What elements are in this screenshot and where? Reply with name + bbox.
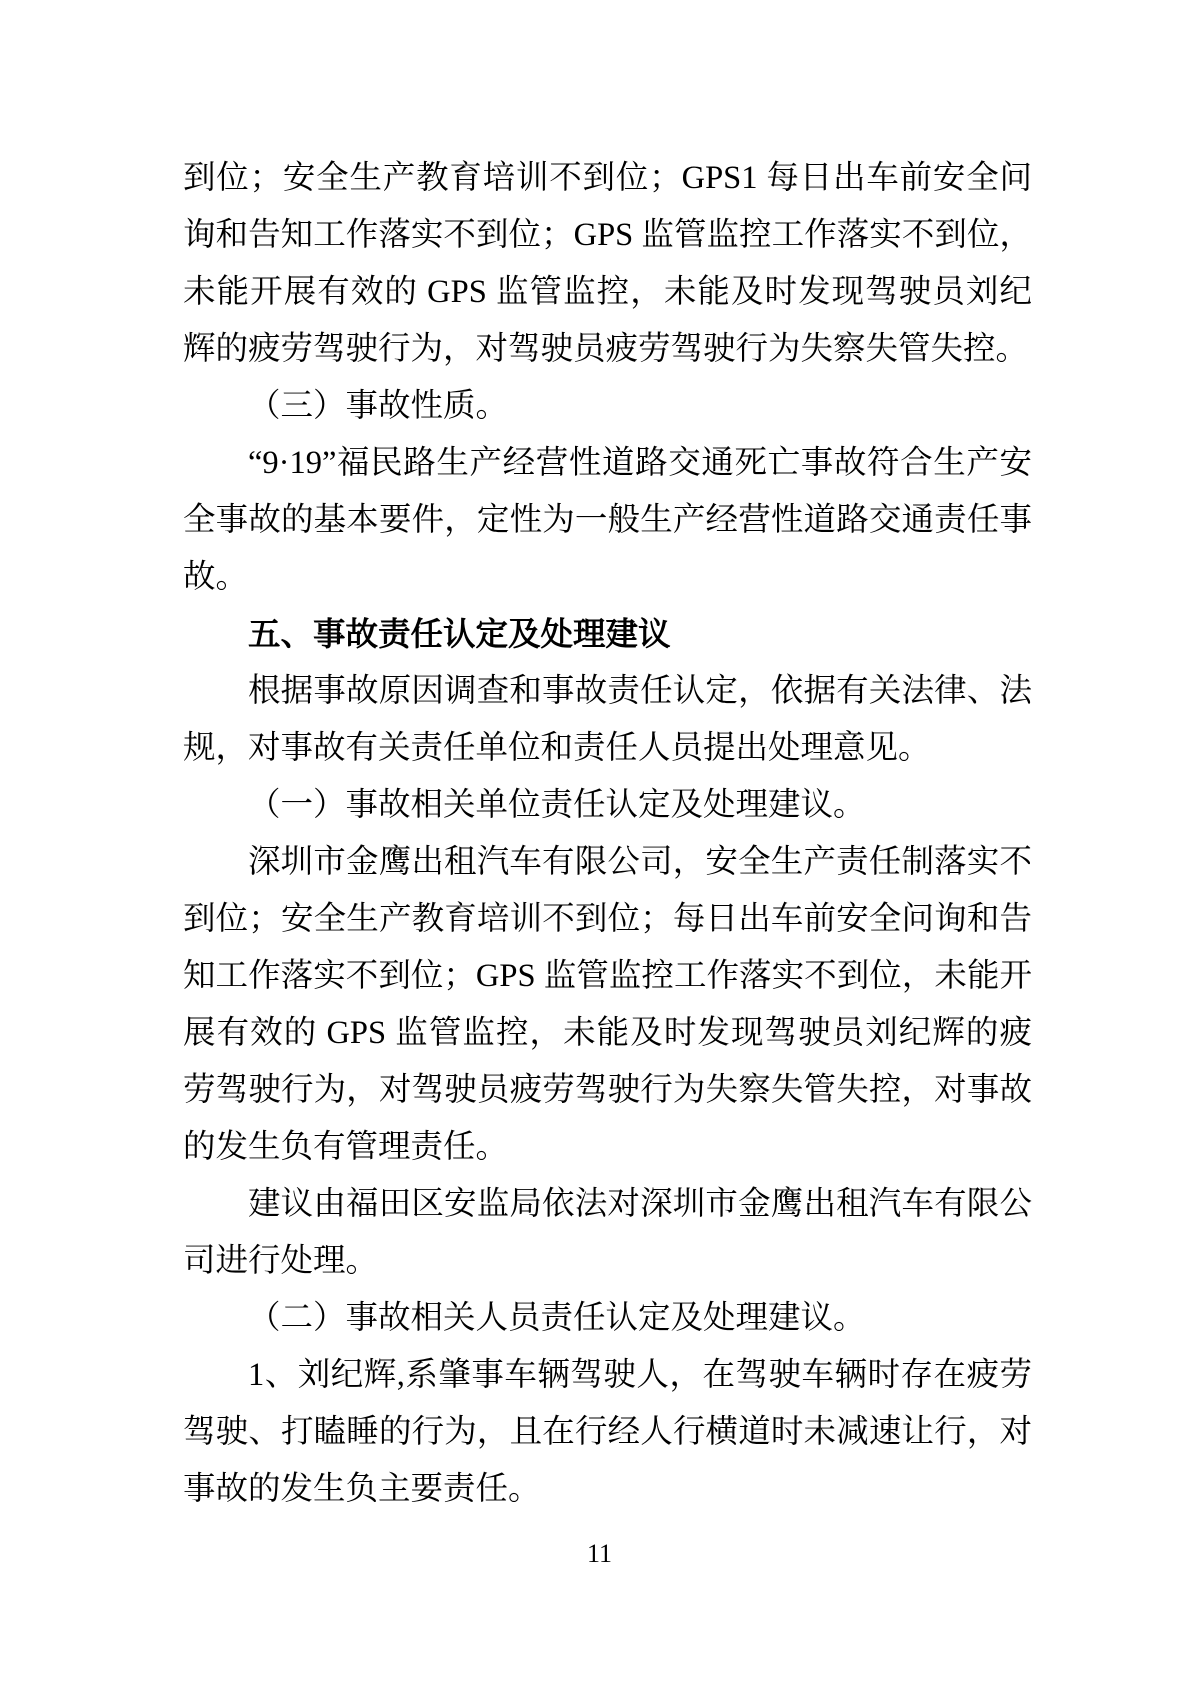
paragraph: （二）事故相关人员责任认定及处理建议。 [248, 1300, 866, 1336]
paragraph: 深圳市金鹰出租汽车有限公司，安全生产责任制落实不到位；安全生产教育培训不到位；每日出车前安全问询和告知工作落实不到位；GPS 监管监控工作落实不到位，未能开展有效的 GPS 监管监控，未能及时发现驾驶员刘纪辉的疲劳驾驶行为，对驾驶员疲劳驾驶行为失察失管失控，对事故的发生负有管理责任。 [183, 844, 1032, 1165]
paragraph: “9·19”福民路生产经营性道路交通死亡事故符合生产安全事故的基本要件，定性为一般生产经营性道路交通责任事故。 [183, 445, 1032, 595]
paragraph: 到位；安全生产教育培训不到位；GPS1 每日出车前安全问询和告知工作落实不到位；GPS 监管监控工作落实不到位，未能开展有效的 GPS 监管监控，未能及时发现驾驶员刘纪辉的疲劳驾驶行为，对驾驶员疲劳驾驶行为失察失管失控。 [183, 160, 1032, 367]
paragraph: （一）事故相关单位责任认定及处理建议。 [248, 787, 866, 823]
paragraph: （三）事故性质。 [248, 388, 509, 424]
document-body [183, 150, 1032, 1518]
section-heading: 五、事故责任认定及处理建议 [248, 616, 671, 652]
paragraph: 根据事故原因调查和事故责任认定，依据有关法律、法规，对事故有关责任单位和责任人员提出处理意见。 [183, 673, 1032, 766]
paragraph: 建议由福田区安监局依法对深圳市金鹰出租汽车有限公司进行处理。 [183, 1186, 1032, 1279]
page-number: 11 [586, 1539, 613, 1568]
paragraph: 1、刘纪辉,系肇事车辆驾驶人，在驾驶车辆时存在疲劳驾驶、打瞌睡的行为，且在行经人行横道时未减速让行，对事故的发生负主要责任。 [183, 1357, 1032, 1507]
